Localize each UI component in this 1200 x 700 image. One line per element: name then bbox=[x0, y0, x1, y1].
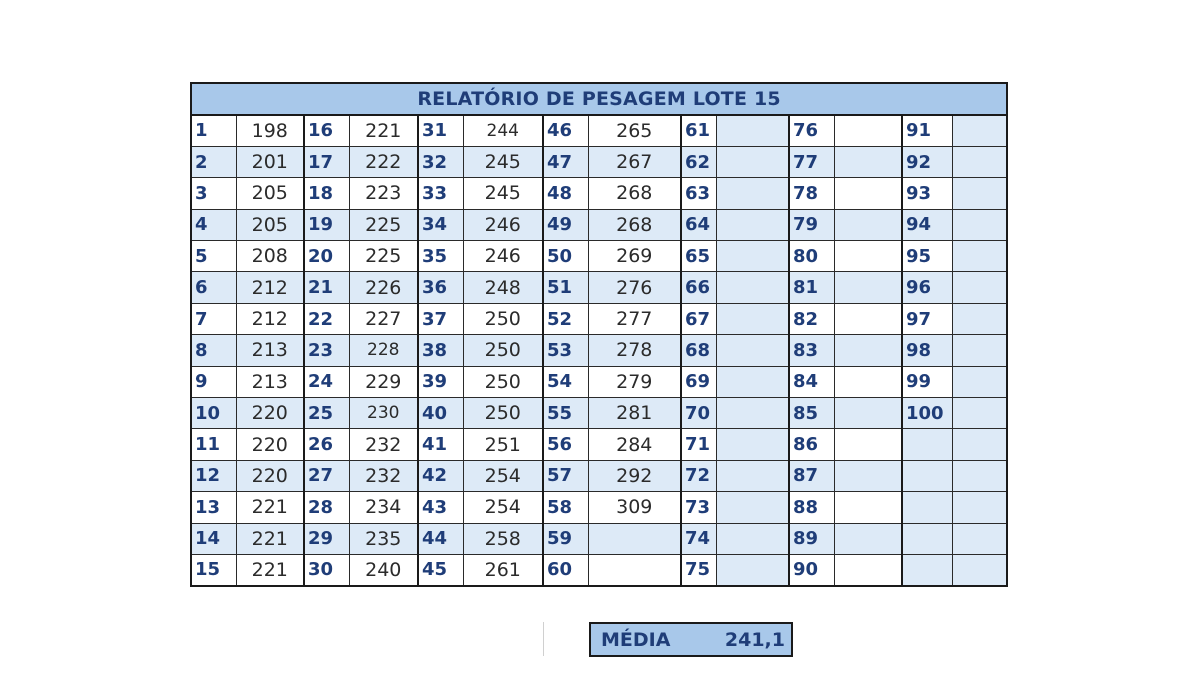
table-row bbox=[191, 146, 1007, 177]
row-index: 99 bbox=[902, 366, 952, 397]
weight-value bbox=[952, 460, 1007, 491]
weight-value bbox=[716, 398, 789, 429]
weight-value: 235 bbox=[349, 523, 418, 554]
weight-value: 208 bbox=[236, 241, 304, 272]
row-index: 10 bbox=[191, 398, 236, 429]
weight-value bbox=[952, 366, 1007, 397]
row-index: 46 bbox=[543, 115, 588, 146]
row-index: 82 bbox=[789, 303, 834, 334]
weight-value bbox=[834, 146, 902, 177]
row-index bbox=[902, 523, 952, 554]
weight-value: 230 bbox=[349, 398, 418, 429]
row-index: 12 bbox=[191, 460, 236, 491]
row-index: 23 bbox=[304, 335, 349, 366]
weight-value bbox=[952, 209, 1007, 240]
row-index: 80 bbox=[789, 241, 834, 272]
average-summary bbox=[589, 622, 793, 657]
weight-value: 267 bbox=[588, 146, 681, 177]
weight-value: 250 bbox=[463, 303, 543, 334]
row-index: 2 bbox=[191, 146, 236, 177]
weight-value bbox=[716, 429, 789, 460]
weight-value bbox=[952, 492, 1007, 523]
row-index: 85 bbox=[789, 398, 834, 429]
row-index: 11 bbox=[191, 429, 236, 460]
row-index: 57 bbox=[543, 460, 588, 491]
row-index bbox=[902, 429, 952, 460]
row-index: 27 bbox=[304, 460, 349, 491]
weight-value bbox=[716, 241, 789, 272]
row-index: 40 bbox=[418, 398, 463, 429]
weight-value: 245 bbox=[463, 178, 543, 209]
weight-value: 221 bbox=[236, 554, 304, 585]
weight-value: 261 bbox=[463, 554, 543, 585]
row-index: 9 bbox=[191, 366, 236, 397]
weight-value bbox=[952, 335, 1007, 366]
row-index: 15 bbox=[191, 554, 236, 585]
row-index: 4 bbox=[191, 209, 236, 240]
row-index: 62 bbox=[681, 146, 716, 177]
weight-value: 251 bbox=[463, 429, 543, 460]
weight-value: 220 bbox=[236, 460, 304, 491]
weight-value bbox=[834, 523, 902, 554]
weight-value: 213 bbox=[236, 335, 304, 366]
weight-value bbox=[952, 554, 1007, 585]
row-index: 98 bbox=[902, 335, 952, 366]
row-index: 92 bbox=[902, 146, 952, 177]
row-index: 39 bbox=[418, 366, 463, 397]
weight-value: 244 bbox=[463, 115, 543, 146]
weight-value: 268 bbox=[588, 178, 681, 209]
weight-value: 226 bbox=[349, 272, 418, 303]
weight-value: 246 bbox=[463, 241, 543, 272]
weight-value bbox=[834, 554, 902, 585]
row-index: 51 bbox=[543, 272, 588, 303]
row-index: 18 bbox=[304, 178, 349, 209]
weight-value: 227 bbox=[349, 303, 418, 334]
row-index: 100 bbox=[902, 398, 952, 429]
row-index: 53 bbox=[543, 335, 588, 366]
weight-value bbox=[588, 554, 681, 585]
weight-value bbox=[716, 146, 789, 177]
row-index: 94 bbox=[902, 209, 952, 240]
table-row bbox=[191, 554, 1007, 585]
row-index: 54 bbox=[543, 366, 588, 397]
weight-value: 265 bbox=[588, 115, 681, 146]
row-index: 37 bbox=[418, 303, 463, 334]
row-index bbox=[902, 460, 952, 491]
weight-value bbox=[834, 460, 902, 491]
row-index: 34 bbox=[418, 209, 463, 240]
table-row bbox=[191, 115, 1007, 146]
row-index: 13 bbox=[191, 492, 236, 523]
row-index: 63 bbox=[681, 178, 716, 209]
row-index: 30 bbox=[304, 554, 349, 585]
weight-value bbox=[952, 272, 1007, 303]
weight-value bbox=[716, 272, 789, 303]
row-index: 21 bbox=[304, 272, 349, 303]
weight-value bbox=[834, 209, 902, 240]
weight-value: 225 bbox=[349, 209, 418, 240]
table-row bbox=[191, 398, 1007, 429]
row-index: 77 bbox=[789, 146, 834, 177]
row-index: 45 bbox=[418, 554, 463, 585]
weight-value bbox=[952, 303, 1007, 334]
row-index: 16 bbox=[304, 115, 349, 146]
weight-value: 250 bbox=[463, 335, 543, 366]
table-row bbox=[191, 303, 1007, 334]
weight-value: 292 bbox=[588, 460, 681, 491]
weight-value: 269 bbox=[588, 241, 681, 272]
row-index: 83 bbox=[789, 335, 834, 366]
weighing-report-table bbox=[190, 82, 1008, 587]
weight-value bbox=[716, 115, 789, 146]
row-index: 75 bbox=[681, 554, 716, 585]
row-index: 6 bbox=[191, 272, 236, 303]
weight-value bbox=[716, 460, 789, 491]
weight-value bbox=[716, 554, 789, 585]
table-row bbox=[191, 460, 1007, 491]
row-index: 89 bbox=[789, 523, 834, 554]
row-index: 44 bbox=[418, 523, 463, 554]
row-index: 1 bbox=[191, 115, 236, 146]
weight-value bbox=[834, 303, 902, 334]
row-index: 5 bbox=[191, 241, 236, 272]
row-index: 3 bbox=[191, 178, 236, 209]
report-title: RELATÓRIO DE PESAGEM LOTE 15 bbox=[191, 83, 1007, 115]
row-index: 24 bbox=[304, 366, 349, 397]
row-index: 74 bbox=[681, 523, 716, 554]
table-row bbox=[191, 523, 1007, 554]
weight-value: 228 bbox=[349, 335, 418, 366]
row-index: 43 bbox=[418, 492, 463, 523]
weight-value: 223 bbox=[349, 178, 418, 209]
row-index: 91 bbox=[902, 115, 952, 146]
row-index: 38 bbox=[418, 335, 463, 366]
weight-value: 205 bbox=[236, 209, 304, 240]
row-index: 52 bbox=[543, 303, 588, 334]
weight-value: 276 bbox=[588, 272, 681, 303]
weight-value: 232 bbox=[349, 460, 418, 491]
row-index: 32 bbox=[418, 146, 463, 177]
row-index: 72 bbox=[681, 460, 716, 491]
row-index: 76 bbox=[789, 115, 834, 146]
weight-value bbox=[834, 272, 902, 303]
row-index: 79 bbox=[789, 209, 834, 240]
row-index: 33 bbox=[418, 178, 463, 209]
weight-value: 198 bbox=[236, 115, 304, 146]
weight-value bbox=[834, 366, 902, 397]
row-index: 29 bbox=[304, 523, 349, 554]
row-index: 7 bbox=[191, 303, 236, 334]
weight-value bbox=[834, 429, 902, 460]
weight-value bbox=[834, 115, 902, 146]
row-index: 69 bbox=[681, 366, 716, 397]
weight-value: 277 bbox=[588, 303, 681, 334]
weight-value: 222 bbox=[349, 146, 418, 177]
weight-value bbox=[952, 115, 1007, 146]
row-index: 22 bbox=[304, 303, 349, 334]
row-index: 47 bbox=[543, 146, 588, 177]
row-index: 96 bbox=[902, 272, 952, 303]
weight-value bbox=[952, 523, 1007, 554]
row-index: 64 bbox=[681, 209, 716, 240]
weight-value: 258 bbox=[463, 523, 543, 554]
weight-value: 254 bbox=[463, 492, 543, 523]
row-index: 66 bbox=[681, 272, 716, 303]
weight-value bbox=[588, 523, 681, 554]
sheet-gridline bbox=[543, 622, 544, 656]
weight-value bbox=[716, 178, 789, 209]
weight-value bbox=[834, 178, 902, 209]
row-index: 17 bbox=[304, 146, 349, 177]
row-index: 73 bbox=[681, 492, 716, 523]
weight-value bbox=[716, 492, 789, 523]
row-index bbox=[902, 554, 952, 585]
weight-value: 248 bbox=[463, 272, 543, 303]
weight-value bbox=[952, 429, 1007, 460]
row-index: 25 bbox=[304, 398, 349, 429]
row-index: 61 bbox=[681, 115, 716, 146]
row-index: 97 bbox=[902, 303, 952, 334]
weight-value: 205 bbox=[236, 178, 304, 209]
average-label: MÉDIA bbox=[601, 628, 671, 651]
row-index: 68 bbox=[681, 335, 716, 366]
weight-value bbox=[716, 523, 789, 554]
weight-value: 212 bbox=[236, 303, 304, 334]
weight-value: 201 bbox=[236, 146, 304, 177]
weight-value: 225 bbox=[349, 241, 418, 272]
row-index: 48 bbox=[543, 178, 588, 209]
table-row bbox=[191, 178, 1007, 209]
weight-value bbox=[834, 241, 902, 272]
row-index: 28 bbox=[304, 492, 349, 523]
row-index: 41 bbox=[418, 429, 463, 460]
weight-value: 240 bbox=[349, 554, 418, 585]
row-index: 84 bbox=[789, 366, 834, 397]
weight-value: 281 bbox=[588, 398, 681, 429]
table-row bbox=[191, 335, 1007, 366]
weight-value: 221 bbox=[236, 523, 304, 554]
row-index: 56 bbox=[543, 429, 588, 460]
row-index: 87 bbox=[789, 460, 834, 491]
weight-value bbox=[952, 398, 1007, 429]
weight-value: 221 bbox=[236, 492, 304, 523]
weight-value: 246 bbox=[463, 209, 543, 240]
row-index: 71 bbox=[681, 429, 716, 460]
table-row bbox=[191, 366, 1007, 397]
weight-value bbox=[834, 492, 902, 523]
weight-value: 220 bbox=[236, 398, 304, 429]
row-index: 36 bbox=[418, 272, 463, 303]
row-index: 60 bbox=[543, 554, 588, 585]
table-row bbox=[191, 429, 1007, 460]
row-index: 26 bbox=[304, 429, 349, 460]
row-index: 55 bbox=[543, 398, 588, 429]
average-value: 241,1 bbox=[724, 628, 785, 651]
weight-value bbox=[716, 303, 789, 334]
row-index: 20 bbox=[304, 241, 349, 272]
row-index: 78 bbox=[789, 178, 834, 209]
weight-value: 232 bbox=[349, 429, 418, 460]
row-index: 49 bbox=[543, 209, 588, 240]
weight-value bbox=[952, 178, 1007, 209]
weight-value: 221 bbox=[349, 115, 418, 146]
row-index: 59 bbox=[543, 523, 588, 554]
row-index: 95 bbox=[902, 241, 952, 272]
row-index: 65 bbox=[681, 241, 716, 272]
row-index: 90 bbox=[789, 554, 834, 585]
weight-value: 279 bbox=[588, 366, 681, 397]
table-row bbox=[191, 209, 1007, 240]
weight-value: 213 bbox=[236, 366, 304, 397]
weight-value: 245 bbox=[463, 146, 543, 177]
weight-value: 234 bbox=[349, 492, 418, 523]
weight-value: 254 bbox=[463, 460, 543, 491]
weight-value: 309 bbox=[588, 492, 681, 523]
row-index: 67 bbox=[681, 303, 716, 334]
row-index: 14 bbox=[191, 523, 236, 554]
weight-value: 284 bbox=[588, 429, 681, 460]
row-index: 35 bbox=[418, 241, 463, 272]
weight-value: 250 bbox=[463, 398, 543, 429]
row-index: 93 bbox=[902, 178, 952, 209]
table-row bbox=[191, 492, 1007, 523]
weight-value: 212 bbox=[236, 272, 304, 303]
row-index: 70 bbox=[681, 398, 716, 429]
weight-value: 250 bbox=[463, 366, 543, 397]
weight-value bbox=[834, 335, 902, 366]
weight-value bbox=[716, 366, 789, 397]
weight-value: 268 bbox=[588, 209, 681, 240]
weight-value bbox=[834, 398, 902, 429]
row-index: 58 bbox=[543, 492, 588, 523]
row-index: 42 bbox=[418, 460, 463, 491]
weight-value bbox=[716, 335, 789, 366]
table-row bbox=[191, 272, 1007, 303]
weight-value: 278 bbox=[588, 335, 681, 366]
row-index: 50 bbox=[543, 241, 588, 272]
weight-value: 220 bbox=[236, 429, 304, 460]
row-index: 81 bbox=[789, 272, 834, 303]
row-index bbox=[902, 492, 952, 523]
row-index: 86 bbox=[789, 429, 834, 460]
row-index: 8 bbox=[191, 335, 236, 366]
weight-value bbox=[952, 241, 1007, 272]
weight-value: 229 bbox=[349, 366, 418, 397]
weight-value bbox=[952, 146, 1007, 177]
table-row bbox=[191, 241, 1007, 272]
row-index: 19 bbox=[304, 209, 349, 240]
row-index: 88 bbox=[789, 492, 834, 523]
row-index: 31 bbox=[418, 115, 463, 146]
weight-value bbox=[716, 209, 789, 240]
